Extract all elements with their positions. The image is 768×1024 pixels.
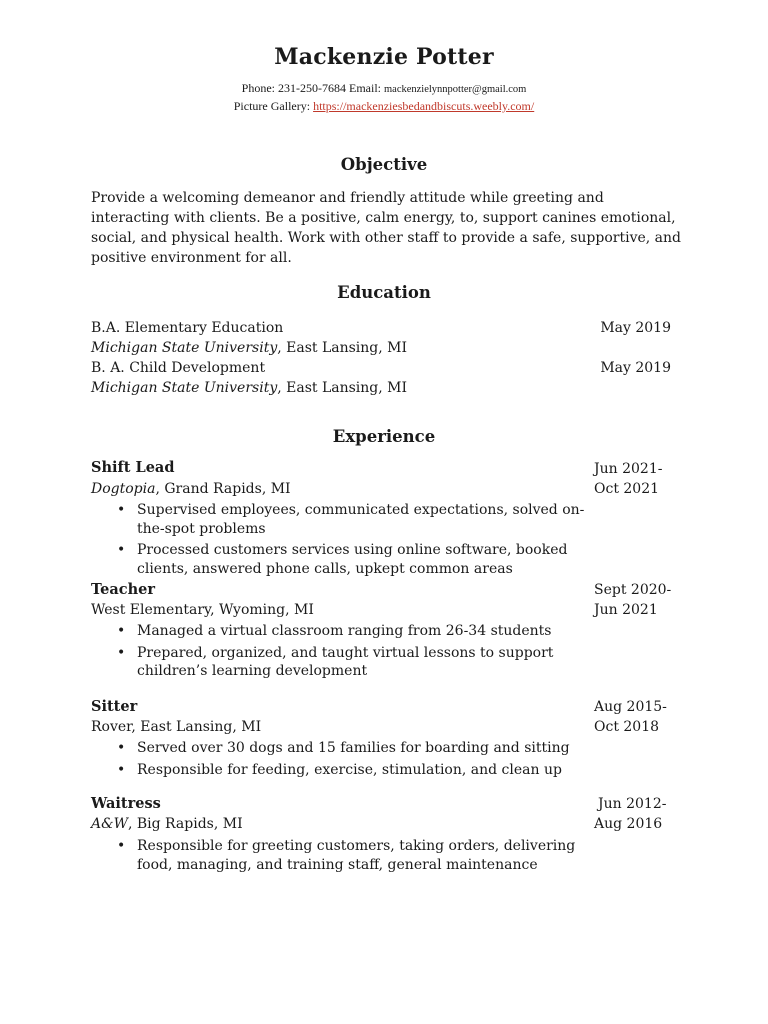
objective-text: Provide a welcoming demeanor and friendly attitude while greeting and interacting with clients. Be a positive, calm energy, to, support canines emotional, social, and physical health. Work with other staff to provide a safe, supportive, and positive environment for all. <box>91 190 682 266</box>
date-end: Oct 2021 <box>594 481 660 497</box>
person-name: Mackenzie Potter <box>274 44 494 70</box>
date-start: Jun 2012- <box>598 796 667 812</box>
date-start: Jun 2021- <box>594 461 663 477</box>
bullet-item: • Prepared, organized, and taught virtual lessons to support children’s learning development <box>137 644 597 681</box>
job-dates <box>594 794 667 834</box>
job-title <box>91 794 671 814</box>
bullet-item: • Responsible for greeting customers, taking orders, delivering food, managing, and training staff, general maintenance <box>137 837 597 874</box>
gallery-line <box>0 98 768 115</box>
school-location: , East Lansing, MI <box>277 340 408 356</box>
contact-line <box>0 80 768 98</box>
date-start: Aug 2015- <box>594 699 667 715</box>
education-heading: Education <box>337 283 431 302</box>
email-label: Email: <box>346 81 384 95</box>
job-title-text: Sitter <box>91 698 138 715</box>
job-company-line <box>91 479 671 499</box>
company-name: A&W <box>91 816 128 832</box>
experience-heading: Experience <box>332 427 436 446</box>
date-end: Oct 2018 <box>594 719 660 735</box>
bullet-item: • Processed customers services using online software, booked clients, answered phone calls, upkept common areas <box>137 541 597 578</box>
phone-number: 231-250-7684 <box>278 81 346 95</box>
job-bullets <box>109 622 597 684</box>
graduation-date: May 2019 <box>600 320 671 336</box>
job-title-text: Waitress <box>91 795 161 812</box>
job-dates <box>594 580 671 620</box>
job-title-text: Teacher <box>91 581 155 598</box>
graduation-date: May 2019 <box>600 360 671 376</box>
objective-heading: Objective <box>340 155 428 174</box>
bullet-item: • Responsible for feeding, exercise, stimulation, and clean up <box>137 761 597 780</box>
job-company-line <box>91 814 671 834</box>
email-address: mackenzielynnpotter@gmail.com <box>384 84 527 95</box>
bullet-item: • Supervised employees, communicated expectations, solved on-the-spot problems <box>137 501 597 538</box>
date-start: Sept 2020- <box>594 582 672 598</box>
education-school-line <box>91 338 671 358</box>
job-bullets <box>109 837 597 877</box>
date-end: Jun 2021 <box>594 602 658 618</box>
job-company-line <box>91 717 671 737</box>
company-location: , Big Rapids, MI <box>127 816 243 832</box>
company-name: Dogtopia <box>91 481 156 497</box>
gallery-label: Picture Gallery: <box>233 99 314 113</box>
bullet-item: • Served over 30 dogs and 15 families for boarding and sitting <box>137 739 597 758</box>
job-title <box>91 697 671 717</box>
job-title <box>91 580 671 600</box>
phone-label: Phone: <box>241 81 278 95</box>
job-bullets <box>109 501 597 581</box>
date-end: Aug 2016 <box>594 816 663 832</box>
job-dates <box>594 459 662 499</box>
job-company-line <box>91 600 671 620</box>
job-title-text: Shift Lead <box>91 459 175 476</box>
company-name: Rover, East Lansing, MI <box>91 719 262 735</box>
job-bullets <box>109 739 597 782</box>
school-location: , East Lansing, MI <box>277 380 408 396</box>
education-item <box>91 358 671 378</box>
job-dates <box>594 697 667 737</box>
school-name: Michigan State University <box>91 340 278 356</box>
contact-block <box>0 80 768 115</box>
degree: B.A. Elementary Education <box>91 320 284 336</box>
company-location: , Grand Rapids, MI <box>155 481 291 497</box>
education-school-line <box>91 378 671 398</box>
education-item <box>91 318 671 338</box>
degree: B. A. Child Development <box>91 360 266 376</box>
job-title <box>91 458 671 478</box>
bullet-item: • Managed a virtual classroom ranging from 26-34 students <box>137 622 597 641</box>
company-name: West Elementary, Wyoming, MI <box>91 602 314 618</box>
school-name: Michigan State University <box>91 380 278 396</box>
gallery-link[interactable]: https://mackenziesbedandbiscuts.weebly.com/ <box>313 99 535 113</box>
